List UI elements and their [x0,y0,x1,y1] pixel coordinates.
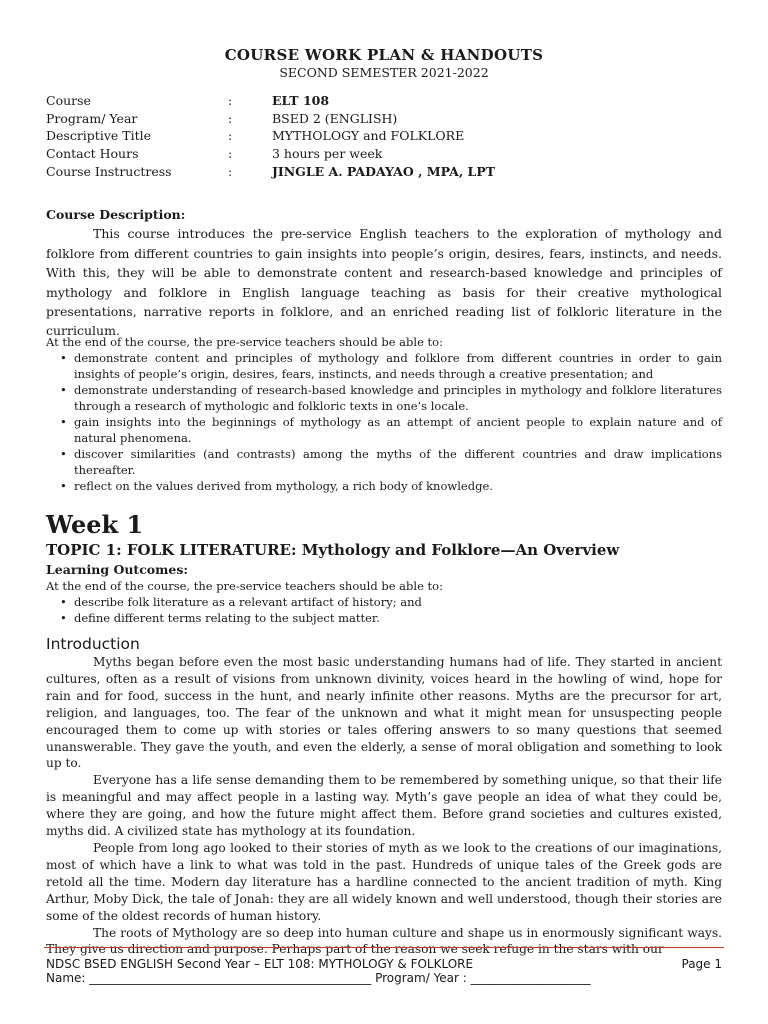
document-title: COURSE WORK PLAN & HANDOUTS [224,46,544,64]
document-subtitle: SECOND SEMESTER 2021-2022 [279,65,489,80]
intro-paragraph: Myths began before even the most basic understanding humans had of life. They started in ancient cultures, often as a result of visions from unknown divinity, voices heard in the howling of wind, hope for rain and for food, success in the hunt, and nearly infinite other reasons. Myths are the precursor for art, religion, and languages, too. The fear of the unknown and what it might mean for unsuspecting people encouraged them to come up with stories or tales offering answers to so many questions that seemed unanswerable. They gave the youth, and even the elderly, a sense of moral obligation and something to look up to. [46,655,722,771]
info-label: Contact Hours [46,146,139,162]
info-row-course [46,92,495,110]
footer-row [46,957,722,971]
course-info-table [46,92,495,181]
outcomes-intro: At the end of the course, the pre-service teachers should be able to: [46,579,443,593]
list-item: • reflect on the values derived from mythology, a rich body of knowledge. [66,478,722,494]
info-colon: : [228,146,233,162]
info-colon: : [228,128,233,144]
footer-divider [44,947,724,948]
info-label: Descriptive Title [46,128,152,144]
course-description-heading: Course Description: [46,207,186,222]
course-objectives-section [46,334,722,494]
page-footer [46,957,722,985]
info-row-program [46,110,495,128]
page-number: Page 1 [681,957,722,971]
objectives-list [46,350,722,494]
info-row-instructress [46,163,495,181]
info-value: BSED 2 (ENGLISH) [272,110,398,126]
objectives-intro: At the end of the course, the pre-service teachers should be able to: [46,335,443,349]
learning-outcomes-heading: Learning Outcomes: [46,562,188,577]
list-item: • define different terms relating to the subject matter. [66,610,722,626]
info-value: MYTHOLOGY and FOLKLORE [272,128,465,144]
outcomes-list [46,594,722,626]
course-description-paragraph: This course introduces the pre-service English teachers to the exploration of mythology and folklore from different countries to gain insights into people’s origin, desires, fears, instincts, and needs. With this, they will be able to demonstrate content and research-based knowledge and principles of mythology and folklore in English language teaching as basis for their creative mythological presentations, narrative reports in folklore, and an enriched reading list of folkloric literature in the curriculum. [46,226,722,339]
list-item: • discover similarities (and contrasts) among the myths of the different countries and draw implications thereafter. [66,446,722,478]
list-item: • describe folk literature as a relevant artifact of history; and [66,594,722,610]
info-value: 3 hours per week [272,146,383,162]
intro-paragraph: People from long ago looked to their stories of myth as we look to the creations of our imaginations, most of which have a link to what was told in the past. Hundreds of unique tales of the Greek gods are retold all the time. Modern day literature has a hardline connected to the ancient tradition of myth. King Arthur, Moby Dick, the tale of Jonah: they are all widely known and well understood, though their stories are some of the oldest records of human history. [46,840,722,923]
info-label: Course Instructress [46,163,172,179]
name-program-fill-line: Name: _______________________________________________ Program/ Year : ____________________ [46,971,591,985]
info-row-hours [46,145,495,163]
list-item: • gain insights into the beginnings of mythology as an attempt of ancient people to explain nature and of natural phenomena. [66,414,722,446]
course-description-section [46,205,722,341]
info-value: JINGLE A. PADAYAO , MPA, LPT [272,163,496,179]
topic-heading: TOPIC 1: FOLK LITERATURE: Mythology and Folklore—An Overview [46,541,620,559]
info-colon: : [228,163,233,179]
info-label: Program/ Year [46,110,138,126]
week-heading: Week 1 [46,510,144,539]
list-item: • demonstrate understanding of research-based knowledge and principles in mythology and folklore literatures through a research of mythologic and folkloric texts in one’s locale. [66,382,722,414]
intro-paragraph: Everyone has a life sense demanding them to be remembered by something unique, so that their life is meaningful and may affect people in a lasting way. Myth’s gave people an idea of what they could be, where they are going, and how the future might affect them. Before grand societies and cultures existed, myths did. A civilized state has mythology at its foundation. [46,773,722,839]
learning-outcomes-section [46,562,722,626]
footer-course-label: NDSC BSED ENGLISH Second Year – ELT 108: MYTHOLOGY & FOLKLORE [46,957,474,971]
list-item: • demonstrate content and principles of mythology and folklore from different countries in order to gain insights of people’s origin, desires, fears, instincts, and needs through a creative presentation; and [66,350,722,382]
info-label: Course [46,93,91,108]
info-colon: : [228,93,233,108]
introduction-body [46,654,722,958]
intro-paragraph: The roots of Mythology are so deep into human culture and shape us in enormously significant ways. They give us direction and purpose. Perhaps part of the reason we seek refuge in the stars with our [46,925,722,957]
info-value: ELT 108 [272,93,330,108]
info-row-title [46,127,495,145]
info-colon: : [228,110,233,126]
introduction-heading: Introduction [46,635,140,653]
